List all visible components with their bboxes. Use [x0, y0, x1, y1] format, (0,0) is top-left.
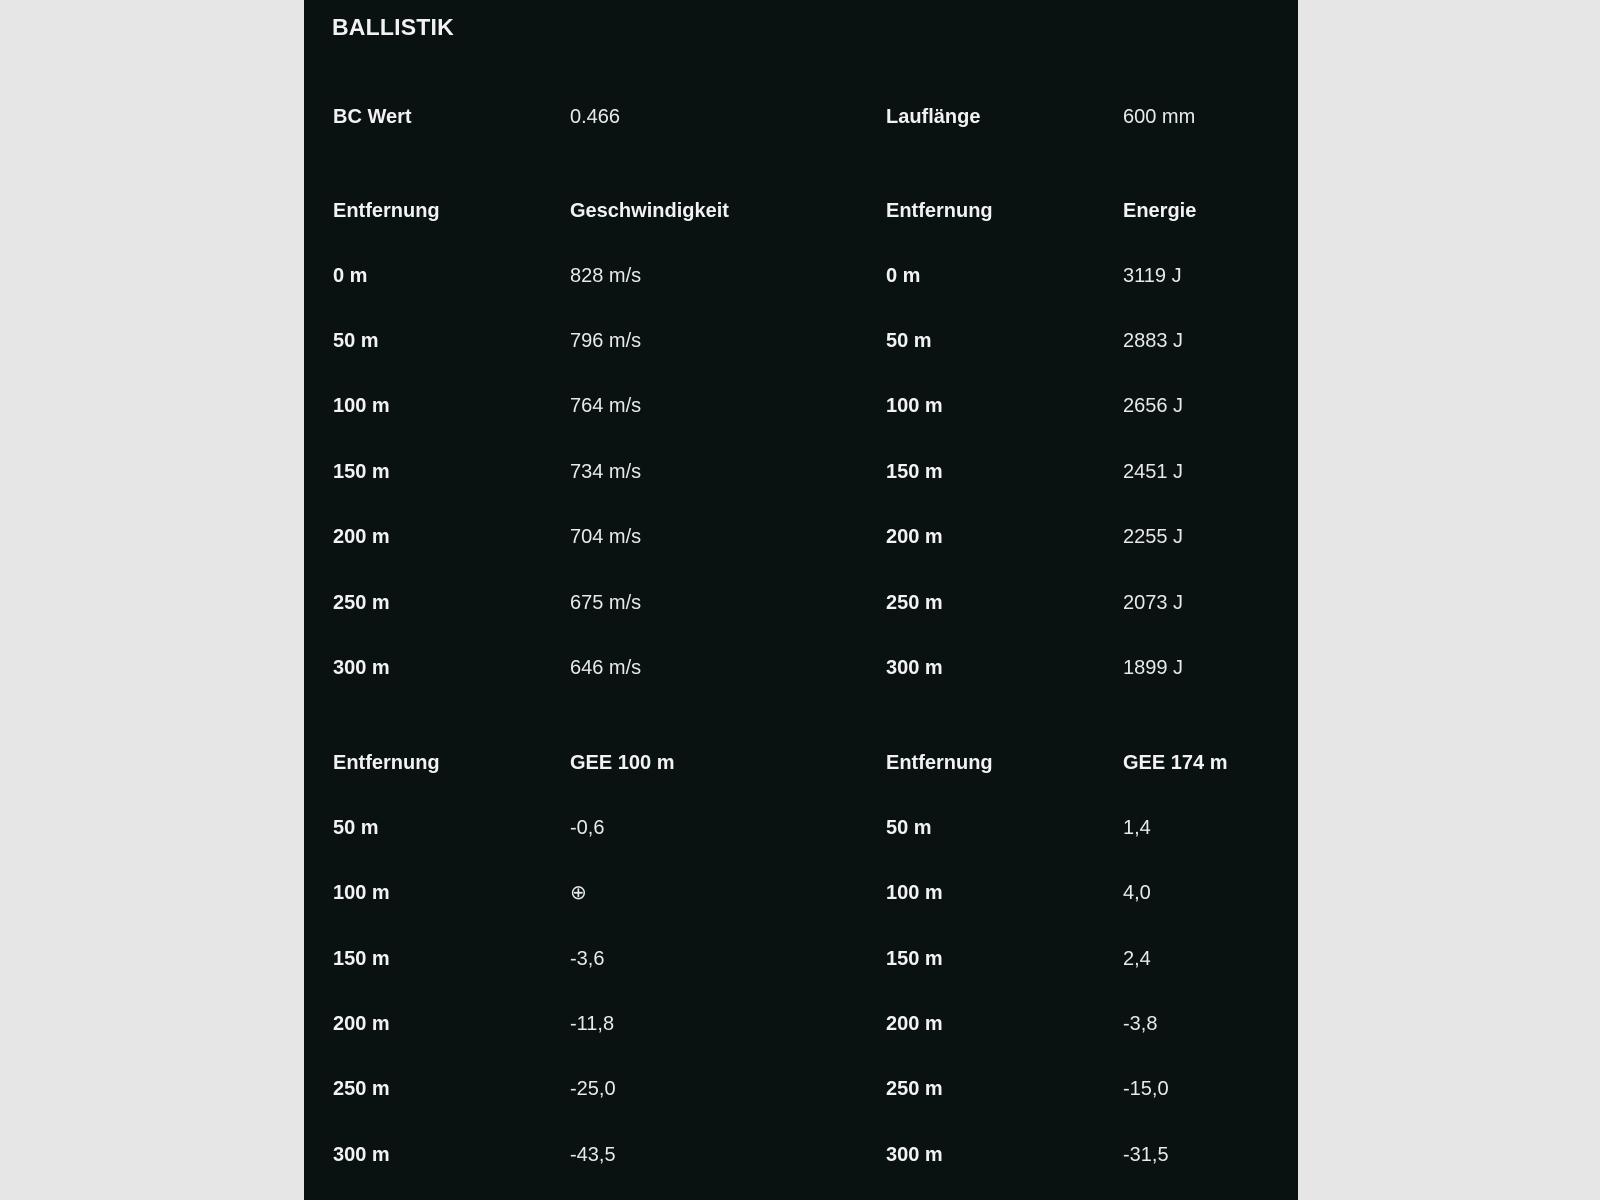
- header-distance: Entfernung: [886, 752, 993, 774]
- drop-gee-100-cell: -3,6: [570, 948, 605, 970]
- distance-cell: 0 m: [886, 265, 921, 287]
- header-distance: Entfernung: [333, 752, 440, 774]
- drop-gee-100-cell: -0,6: [570, 817, 605, 839]
- header-gee-100: GEE 100 m: [570, 752, 675, 774]
- distance-cell: 50 m: [333, 817, 379, 839]
- velocity-cell: 734 m/s: [570, 461, 642, 483]
- velocity-cell: 796 m/s: [570, 330, 642, 352]
- barrel-length-value: 600 mm: [1123, 106, 1196, 128]
- distance-cell: 150 m: [886, 948, 943, 970]
- velocity-cell: 675 m/s: [570, 592, 642, 614]
- table-row: [304, 457, 1298, 487]
- drop-gee-100-cell: -43,5: [570, 1144, 616, 1166]
- distance-cell: 150 m: [333, 948, 390, 970]
- drop-gee-174-cell: 4,0: [1123, 882, 1151, 904]
- distance-cell: 300 m: [886, 657, 943, 679]
- distance-cell: 50 m: [886, 817, 932, 839]
- distance-cell: 300 m: [886, 1144, 943, 1166]
- distance-cell: 100 m: [886, 395, 943, 417]
- bc-value: 0.466: [570, 106, 621, 128]
- energy-cell: 2656 J: [1123, 395, 1184, 417]
- velocity-cell: 704 m/s: [570, 526, 642, 548]
- distance-cell: 300 m: [333, 1144, 390, 1166]
- drop-gee-174-cell: -15,0: [1123, 1078, 1169, 1100]
- velocity-cell: 828 m/s: [570, 265, 642, 287]
- table-row: [304, 1074, 1298, 1104]
- velocity-cell: 764 m/s: [570, 395, 642, 417]
- distance-cell: 200 m: [333, 1013, 390, 1035]
- distance-cell: 250 m: [333, 1078, 390, 1100]
- distance-cell: 150 m: [886, 461, 943, 483]
- distance-cell: 50 m: [333, 330, 379, 352]
- bc-label: BC Wert: [333, 106, 412, 128]
- distance-cell: 100 m: [333, 882, 390, 904]
- barrel-length-label: Lauflänge: [886, 106, 981, 128]
- distance-cell: 150 m: [333, 461, 390, 483]
- distance-cell: 200 m: [333, 526, 390, 548]
- header-velocity: Geschwindigkeit: [570, 200, 729, 222]
- energy-cell: 2883 J: [1123, 330, 1184, 352]
- table-row: [304, 522, 1298, 552]
- table-row: [304, 391, 1298, 421]
- drop-gee-174-cell: 2,4: [1123, 948, 1151, 970]
- drop-gee-174-cell: -31,5: [1123, 1144, 1169, 1166]
- drop-gee-174-cell: 1,4: [1123, 817, 1151, 839]
- distance-cell: 300 m: [333, 657, 390, 679]
- header-energy: Energie: [1123, 200, 1197, 222]
- energy-cell: 2073 J: [1123, 592, 1184, 614]
- distance-cell: 250 m: [333, 592, 390, 614]
- distance-cell: 200 m: [886, 1013, 943, 1035]
- ballistics-panel: [304, 0, 1298, 1200]
- zero-point-icon: ⊕: [570, 882, 587, 904]
- drop-gee-100-cell: -25,0: [570, 1078, 616, 1100]
- distance-cell: 0 m: [333, 265, 368, 287]
- distance-cell: 50 m: [886, 330, 932, 352]
- header-gee-174: GEE 174 m: [1123, 752, 1228, 774]
- header-distance: Entfernung: [333, 200, 440, 222]
- distance-cell: 200 m: [886, 526, 943, 548]
- drop-gee-174-cell: -3,8: [1123, 1013, 1158, 1035]
- section-title: BALLISTIK: [332, 14, 454, 40]
- table-row: [304, 326, 1298, 356]
- table-row: [304, 1140, 1298, 1170]
- distance-cell: 250 m: [886, 1078, 943, 1100]
- table-row: [304, 588, 1298, 618]
- trajectory-header-row: [304, 748, 1298, 778]
- energy-cell: 3119 J: [1123, 265, 1182, 287]
- table-row: [304, 944, 1298, 974]
- distance-cell: 250 m: [886, 592, 943, 614]
- table-row: [304, 653, 1298, 683]
- velocity-energy-header-row: [304, 196, 1298, 226]
- table-row: [304, 878, 1298, 908]
- table-row: [304, 261, 1298, 291]
- table-row: [304, 1009, 1298, 1039]
- energy-cell: 2255 J: [1123, 526, 1184, 548]
- table-row: [304, 813, 1298, 843]
- distance-cell: 100 m: [886, 882, 943, 904]
- header-distance: Entfernung: [886, 200, 993, 222]
- specs-row: [304, 102, 1298, 132]
- distance-cell: 100 m: [333, 395, 390, 417]
- drop-gee-100-cell: -11,8: [570, 1013, 615, 1035]
- energy-cell: 2451 J: [1123, 461, 1184, 483]
- energy-cell: 1899 J: [1123, 657, 1184, 679]
- velocity-cell: 646 m/s: [570, 657, 642, 679]
